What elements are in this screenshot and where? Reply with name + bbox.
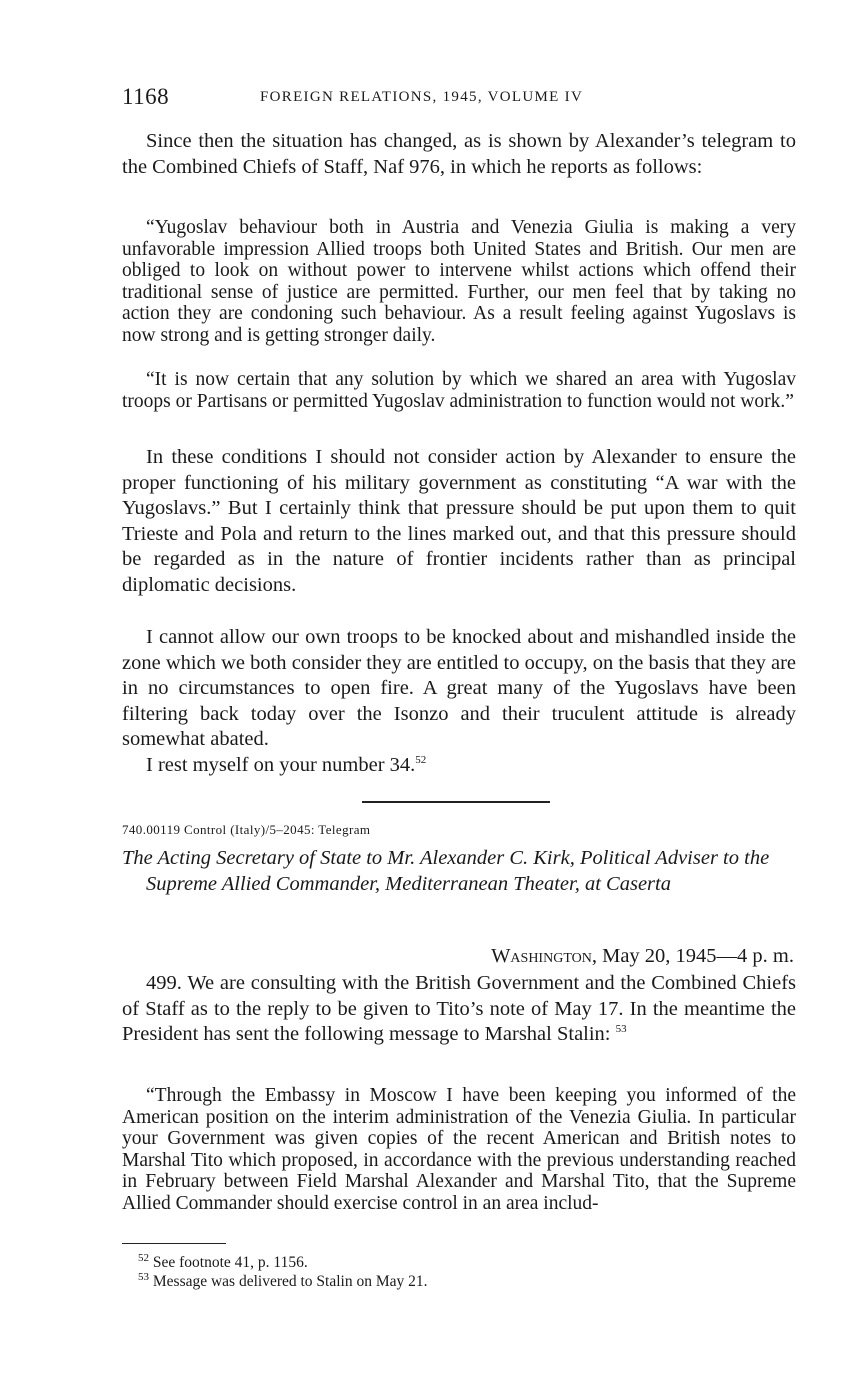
dateline-place: Washington, — [491, 945, 597, 967]
file-reference: 740.00119 Control (Italy)/5–2045: Telegram — [122, 822, 371, 837]
page-number: 1168 — [122, 84, 170, 109]
dateline — [491, 945, 794, 968]
paragraph-rest — [122, 753, 796, 779]
footnote-divider — [122, 1243, 226, 1244]
dateline-date: May 20, 1945—4 p. m. — [596, 945, 794, 967]
paragraph-intro: Since then the situation has changed, as is shown by Alexander’s telegram to the Combined Chiefs of Staff, Naf 976, in which he reports as follows: — [122, 130, 796, 178]
footnote-marker: 52 — [138, 1251, 149, 1264]
quote-paragraph-1: “Yugoslav behaviour both in Austria and Venezia Giulia is making a very unfavorable impression Allied troops both United States and British. Our men are obliged to look on without power to intervene whilst actions which offend their traditional sense of justice are permitted. Further, our men feel that by taking no action they are condoning such behaviour. As a result feeling against Yugoslavs is now strong and is getting stronger daily. — [122, 217, 796, 346]
quote-paragraph-2: “It is now certain that any solution by which we shared an area with Yugoslav troops or Partisans or permitted Yugoslav administration to function would not work.” — [122, 369, 796, 412]
footnote-text: See footnote 41, p. 1156. — [152, 1254, 308, 1271]
paragraph-conditions: In these conditions I should not consider action by Alexander to ensure the proper functioning of his military government as constituting “A war with the Yugoslavs.” But I certainly think that pressure should be put upon them to quit Trieste and Pola and return to the lines marked out, and that this pressure should be regarded as in the nature of frontier incidents rather than as principal diplomatic decisions. — [122, 446, 796, 596]
paragraph-499 — [122, 971, 796, 1048]
footnote-ref-52: 52 — [415, 754, 427, 767]
document-heading: The Acting Secretary of State to Mr. Alexander C. Kirk, Political Adviser to the Supreme Allied Commander, Mediterranean Theater, at Caserta — [122, 847, 770, 895]
footnote-53 — [138, 1270, 428, 1291]
footnote-text: Message was delivered to Stalin on May 21. — [152, 1273, 428, 1290]
section-divider — [362, 801, 550, 803]
paragraph-troops: I cannot allow our own troops to be knocked about and mishandled inside the zone which we both consider they are entitled to occupy, on the basis that they are in no circumstances to open fire. A great many of the Yugoslavs have been filtering back today over the Isonzo and their truculent attitude is already somewhat abated. — [122, 626, 796, 751]
running-title: FOREIGN RELATIONS, 1945, VOLUME IV — [260, 89, 584, 105]
footnote-ref-53: 53 — [615, 1023, 627, 1036]
footnote-marker: 53 — [138, 1270, 149, 1283]
paragraph-499-text: 499. We are consulting with the British Government and the Combined Chiefs of Staff as to the reply to be given to Tito’s note of May 17. In the meantime the President has sent the following message to Marshal Stalin: — [122, 972, 796, 1046]
quote-stalin-message: “Through the Embassy in Moscow I have been keeping you informed of the American position on the interim administration of the Venezia Giulia. In particular your Government was given copies of the recent American and British notes to Marshal Tito which proposed, in accordance with the previous understanding reached in February between Field Marshal Alexander and Marshal Tito, that the Supreme Allied Commander should exercise control in an area includ- — [122, 1085, 796, 1214]
footnote-52 — [138, 1251, 308, 1272]
page-header — [122, 84, 802, 114]
rest-text: I rest myself on your number 34. — [146, 754, 416, 776]
